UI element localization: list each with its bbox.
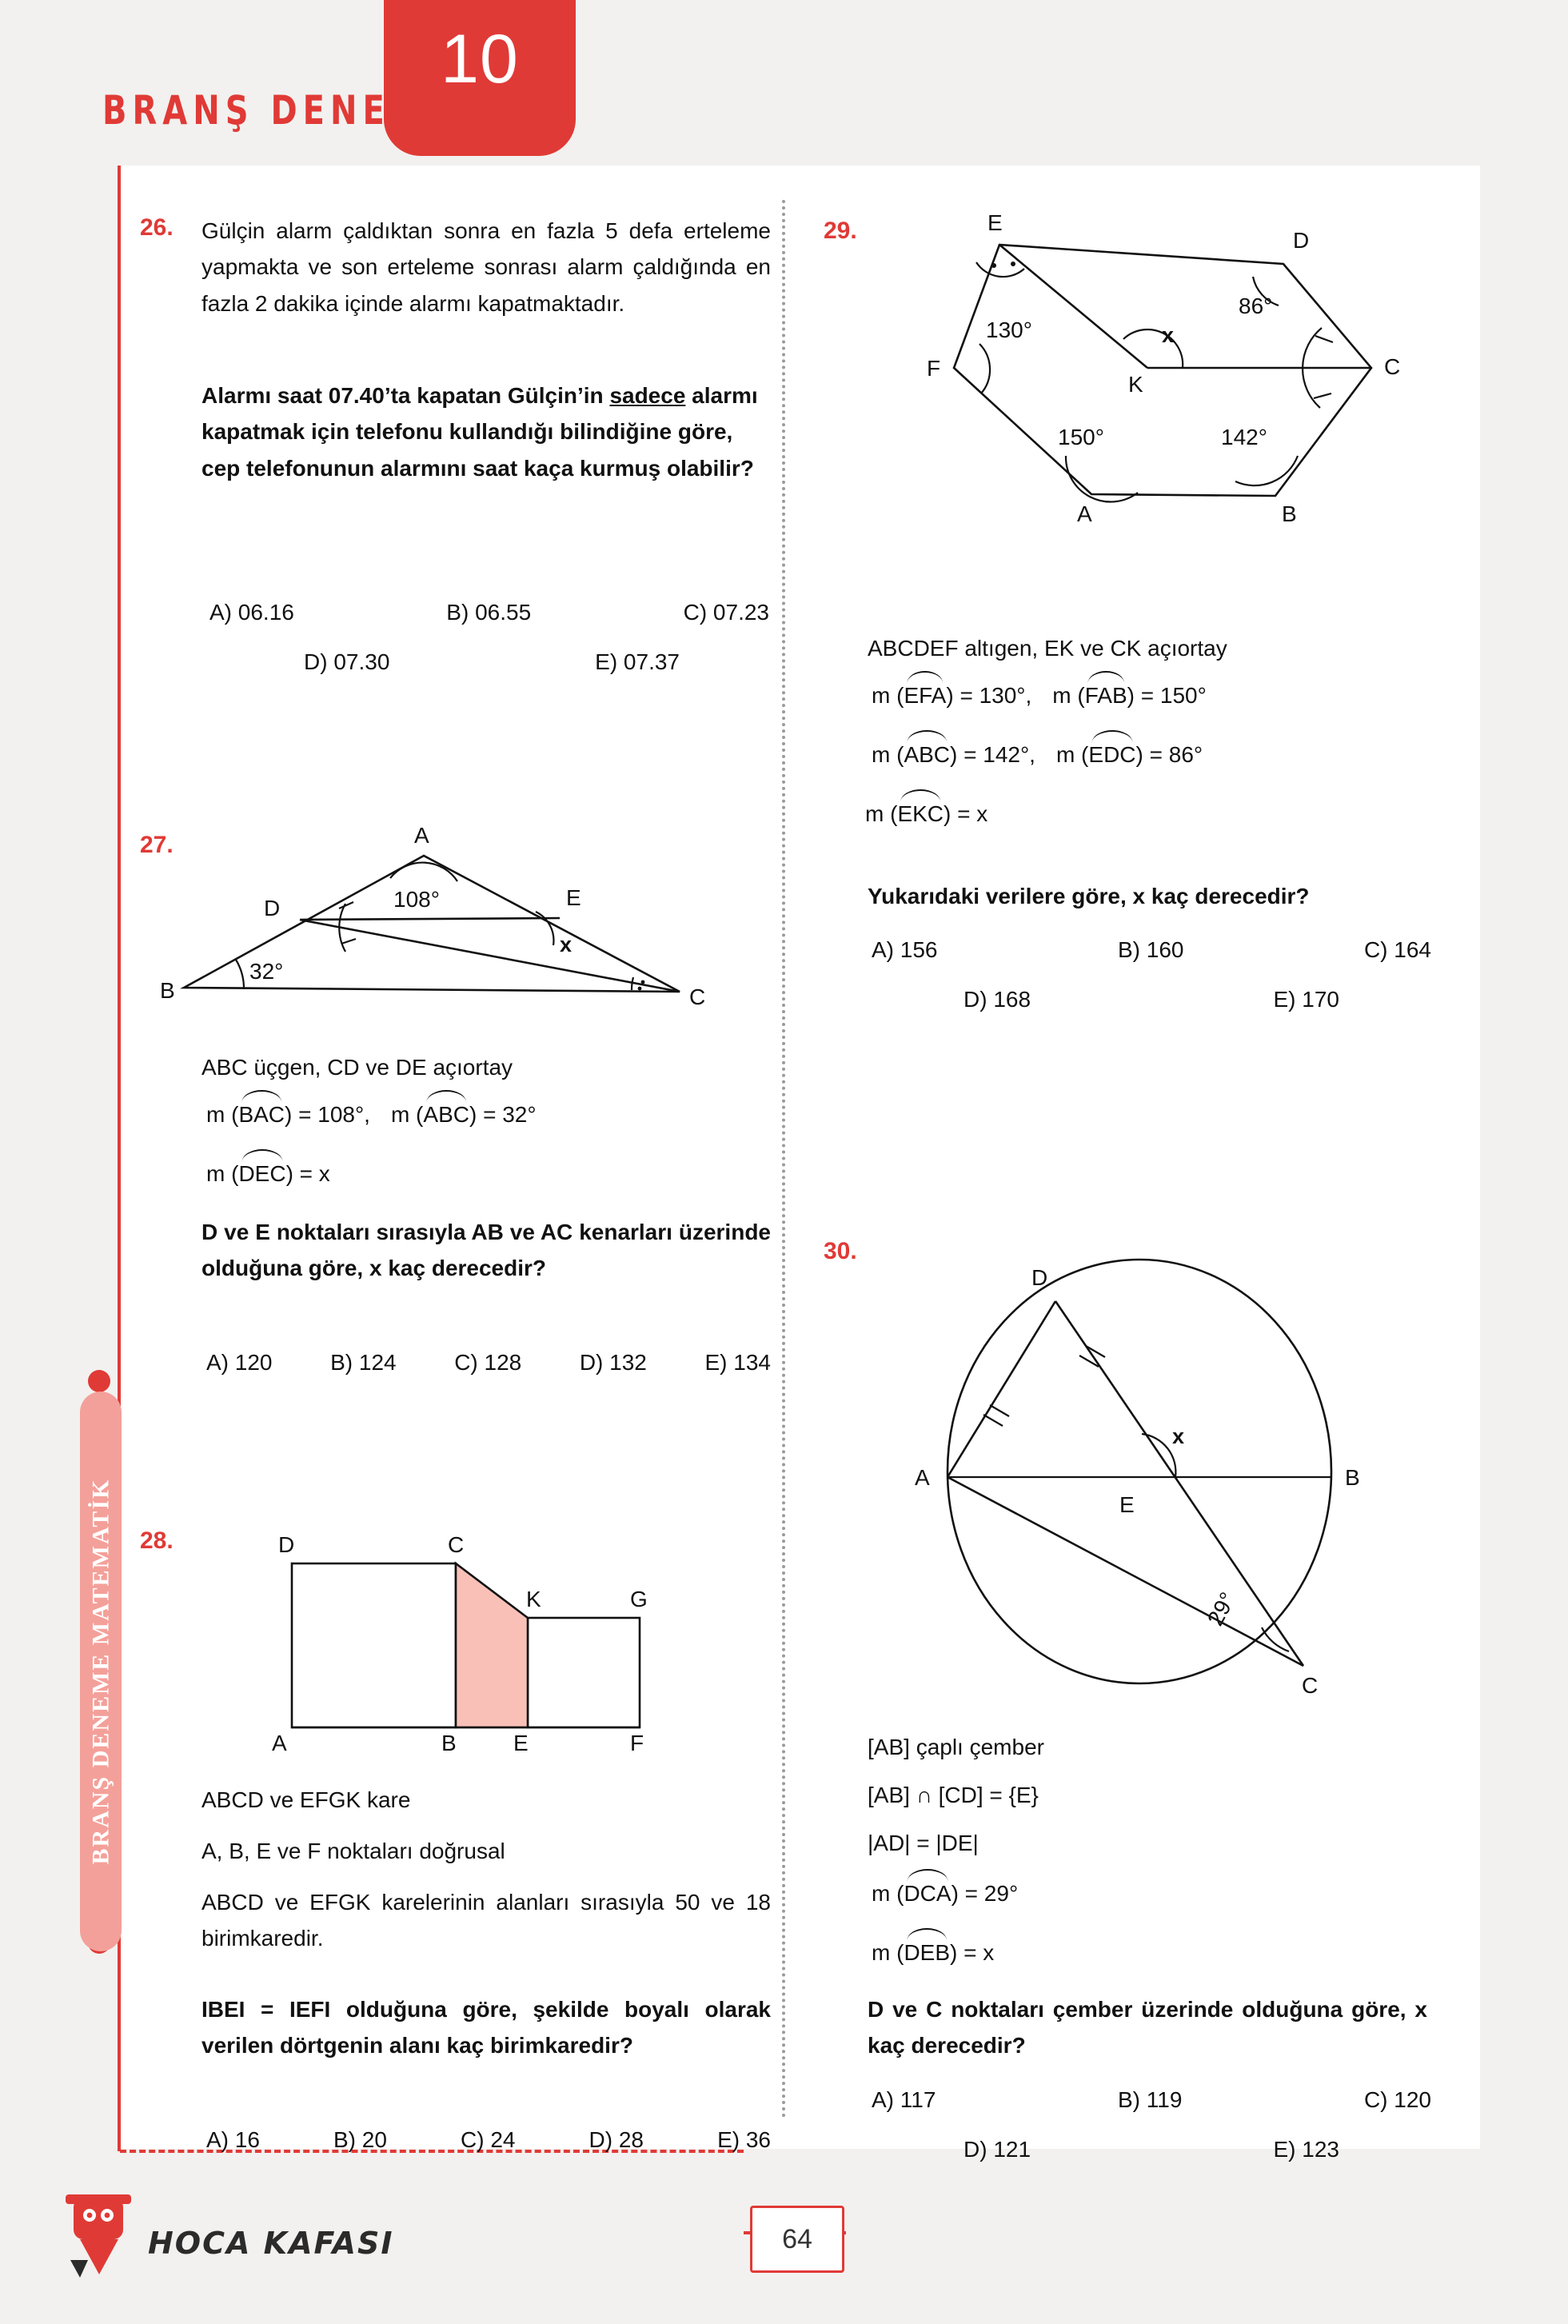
subject-side-tab — [80, 1392, 122, 1951]
q28-label-k: K — [526, 1587, 541, 1611]
q27-label-c: C — [689, 984, 706, 1009]
q27-angle-b: 32° — [249, 959, 284, 984]
q28-label-f: F — [630, 1731, 644, 1755]
q28-label-g: G — [630, 1587, 648, 1611]
question-27-number: 27. — [140, 832, 174, 858]
q29-label-b: B — [1282, 501, 1297, 526]
q27-option-a[interactable]: A) 120 — [206, 1350, 273, 1375]
q27-unknown-x: x — [560, 932, 573, 956]
question-29-figure — [860, 210, 1401, 544]
q29-label-e: E — [987, 210, 1003, 235]
q29-angle-a: 150° — [1058, 425, 1104, 449]
q27-angle-a: 108° — [393, 887, 440, 912]
q30-option-c[interactable]: C) 120 — [1363, 2087, 1431, 2112]
page-number: 64 — [782, 2223, 812, 2254]
q29-f1-arc: EFA — [904, 683, 947, 708]
q30-unknown-x: x — [1172, 1424, 1185, 1448]
q27-label-e: E — [566, 885, 581, 910]
question-28-line-1: ABCD ve EFGK kare — [201, 1787, 411, 1812]
q30-option-e[interactable]: E) 123 — [1273, 2137, 1339, 2162]
q28-label-b: B — [441, 1731, 457, 1755]
q27-f3-arc: DEC — [238, 1161, 286, 1186]
q26-bold-pre: Alarmı saat 07.40’ta kapatan Gülçin’in — [201, 383, 610, 408]
q30-label-a: A — [915, 1465, 930, 1490]
q29-f1-pre: m ( — [872, 683, 904, 708]
q29-angle-b: 142° — [1221, 425, 1267, 449]
brand-logo-text: HOCA KAFASI — [148, 2226, 394, 2261]
q29-f5-post: ) = x — [944, 801, 988, 826]
q29-label-a: A — [1077, 501, 1092, 526]
q28-option-b[interactable]: B) 20 — [333, 2127, 387, 2152]
q29-f2-post: ) = 150° — [1127, 683, 1207, 708]
q30-label-c: C — [1302, 1673, 1319, 1698]
q27-label-d: D — [264, 896, 281, 920]
q29-label-k: K — [1128, 372, 1143, 397]
q27-f3-post: ) = x — [285, 1161, 330, 1186]
q30-option-b[interactable]: B) 119 — [1117, 2087, 1183, 2112]
q27-f3-pre: m ( — [206, 1161, 239, 1186]
brand-title: BRANŞ DENEME — [102, 88, 455, 134]
q29-label-f: F — [927, 356, 941, 381]
question-27-bold-question: D ve E noktaları sırasıyla AB ve AC kenarları üzerinde olduğuna göre, x kaç derecedir? — [201, 1220, 771, 1281]
question-30-line-2: [AB] ∩ [CD] = {E} — [868, 1783, 1039, 1807]
q26-option-a[interactable]: A) 06.16 — [209, 600, 294, 625]
question-29-formula-row-1 — [872, 683, 1207, 709]
question-28-figure — [272, 1523, 720, 1763]
side-tab-dot-top — [88, 1370, 110, 1392]
question-29-bold-question: Yukarıdaki verilere göre, x kaç derecedir? — [868, 884, 1310, 908]
q27-label-b: B — [160, 978, 175, 1003]
q27-f1-post: ) = 108°, — [285, 1102, 370, 1127]
question-28-line-3: ABCD ve EFGK karelerinin alanları sırasıyla 50 ve 18 birimkaredir. — [201, 1890, 771, 1951]
q29-option-d[interactable]: D) 168 — [964, 987, 1031, 1012]
q30-f1-post: ) = 29° — [951, 1881, 1019, 1906]
question-26-options-row-1 — [209, 600, 769, 625]
q29-f5-pre: m ( — [865, 801, 898, 826]
question-27-formula-1 — [206, 1102, 537, 1128]
q30-label-d: D — [1031, 1265, 1048, 1290]
q27-f1-arc: BAC — [238, 1102, 285, 1127]
question-28-line-2: A, B, E ve F noktaları doğrusal — [201, 1839, 505, 1863]
question-29-formula-row-2 — [872, 742, 1203, 768]
page-number-box — [750, 2206, 844, 2273]
question-28-options — [206, 2127, 771, 2153]
q29-option-c[interactable]: C) 164 — [1363, 937, 1431, 962]
q28-label-d: D — [278, 1532, 295, 1557]
question-29-options-row-2 — [964, 987, 1339, 1012]
q29-f3-arc: ABC — [904, 742, 951, 767]
q29-unknown-x: x — [1162, 323, 1175, 347]
q26-option-b[interactable]: B) 06.55 — [446, 600, 532, 625]
q29-f4-post: ) = 86° — [1135, 742, 1203, 767]
question-30-options-row-2 — [964, 2137, 1339, 2162]
q29-option-a[interactable]: A) 156 — [872, 937, 938, 962]
q30-f2-post: ) = x — [950, 1940, 995, 1965]
q27-option-c[interactable]: C) 128 — [454, 1350, 522, 1375]
q30-option-a[interactable]: A) 117 — [872, 2087, 936, 2112]
q30-f1-arc: DCA — [904, 1881, 952, 1906]
q26-option-e[interactable]: E) 07.37 — [595, 649, 680, 674]
q27-f2-post: ) = 32° — [469, 1102, 537, 1127]
q27-label-a: A — [414, 823, 429, 848]
q28-option-e[interactable]: E) 36 — [717, 2127, 771, 2152]
question-30-options-row-1 — [872, 2087, 1431, 2113]
q30-f2-arc: DEB — [904, 1940, 951, 1965]
q29-label-c: C — [1384, 354, 1401, 379]
q29-label-d: D — [1293, 228, 1310, 253]
q28-label-e: E — [513, 1731, 529, 1755]
q29-f5-arc: EKC — [897, 801, 944, 826]
hoca-kafasi-logo-icon — [56, 2191, 144, 2287]
q29-option-b[interactable]: B) 160 — [1117, 937, 1184, 962]
subject-side-tab-label: BRANŞ DENEME MATEMATİK — [87, 1478, 114, 1865]
question-27-figure — [160, 824, 736, 1024]
question-28-number: 28. — [140, 1527, 174, 1554]
question-29-formula-row-3 — [865, 801, 987, 827]
question-30-line-1: [AB] çaplı çember — [868, 1735, 1044, 1759]
question-27-given: ABC üçgen, CD ve DE açıortay — [201, 1055, 513, 1080]
q29-f2-pre: m ( — [1052, 683, 1085, 708]
q30-f1-pre: m ( — [872, 1881, 904, 1906]
q29-angle-f: 130° — [986, 317, 1032, 342]
q29-angle-d: 86° — [1239, 293, 1273, 318]
q30-label-b: B — [1345, 1465, 1360, 1490]
q30-option-d[interactable]: D) 121 — [964, 2137, 1031, 2162]
q30-label-e: E — [1119, 1492, 1135, 1517]
q26-bold-post: alarmı kapatmak için telefonu kullandığı bilindiğine göre, cep telefonunun alarmını saat kaça kurmuş olabilir? — [201, 383, 758, 481]
q28-option-a[interactable]: A) 16 — [206, 2127, 260, 2152]
q30-angle-c: 29° — [1202, 1587, 1241, 1630]
q27-option-b[interactable]: B) 124 — [330, 1350, 397, 1375]
q27-f2-arc: ABC — [423, 1102, 469, 1127]
question-28-bold-question: IBEI = IEFI olduğuna göre, şekilde boyalı olarak verilen dörtgenin alanı kaç birimkaredir? — [201, 1997, 771, 2058]
q27-option-d[interactable]: D) 132 — [579, 1350, 647, 1375]
question-30-number: 30. — [824, 1238, 857, 1264]
q27-f2-pre: m ( — [390, 1102, 424, 1127]
q26-option-c[interactable]: C) 07.23 — [683, 600, 769, 625]
q30-f2-pre: m ( — [872, 1940, 904, 1965]
question-29-options-row-1 — [872, 937, 1431, 963]
question-29-number: 29. — [824, 218, 857, 244]
question-27-formula-3 — [206, 1161, 330, 1187]
q29-f3-post: ) = 142°, — [950, 742, 1035, 767]
column-divider — [782, 200, 785, 2119]
question-26-options-row-2 — [304, 649, 680, 675]
question-30-line-3: |AD| = |DE| — [868, 1831, 979, 1855]
question-26-paragraph: Gülçin alarm çaldıktan sonra en fazla 5 defa erteleme yapmakta ve son erteleme sonrası alarm çaldığında en fazla 2 dakika içinde alarmı kapatmaktadır. — [201, 218, 771, 316]
q29-option-e[interactable]: E) 170 — [1273, 987, 1339, 1012]
dashed-left-rule — [118, 1983, 124, 2151]
question-26-number: 26. — [140, 214, 174, 241]
question-30-formula-2 — [872, 1940, 994, 1966]
q28-option-c[interactable]: C) 24 — [461, 2127, 516, 2152]
question-30-figure — [904, 1252, 1415, 1699]
test-number: 10 — [441, 21, 519, 98]
q29-f1-post: ) = 130°, — [946, 683, 1032, 708]
question-29-given: ABCDEF altıgen, EK ve CK açıortay — [868, 636, 1227, 661]
question-27-options — [206, 1350, 771, 1376]
q28-label-c: C — [448, 1532, 465, 1557]
q29-f4-pre: m ( — [1055, 742, 1089, 767]
q27-option-e[interactable]: E) 134 — [704, 1350, 771, 1375]
q26-bold-underline: sadece — [609, 383, 686, 408]
q27-f1-pre: m ( — [206, 1102, 239, 1127]
q28-option-d[interactable]: D) 28 — [588, 2127, 644, 2152]
q29-f4-arc: EDC — [1088, 742, 1136, 767]
q28-label-a: A — [272, 1731, 287, 1755]
q26-option-d[interactable]: D) 07.30 — [304, 649, 390, 674]
question-26-bold-block — [201, 377, 771, 486]
q29-f3-pre: m ( — [872, 742, 904, 767]
question-30-formula-1 — [872, 1881, 1018, 1907]
question-30-bold-question: D ve C noktaları çember üzerinde olduğuna göre, x kaç derecedir? — [868, 1997, 1427, 2058]
q29-f2-arc: FAB — [1084, 683, 1127, 708]
